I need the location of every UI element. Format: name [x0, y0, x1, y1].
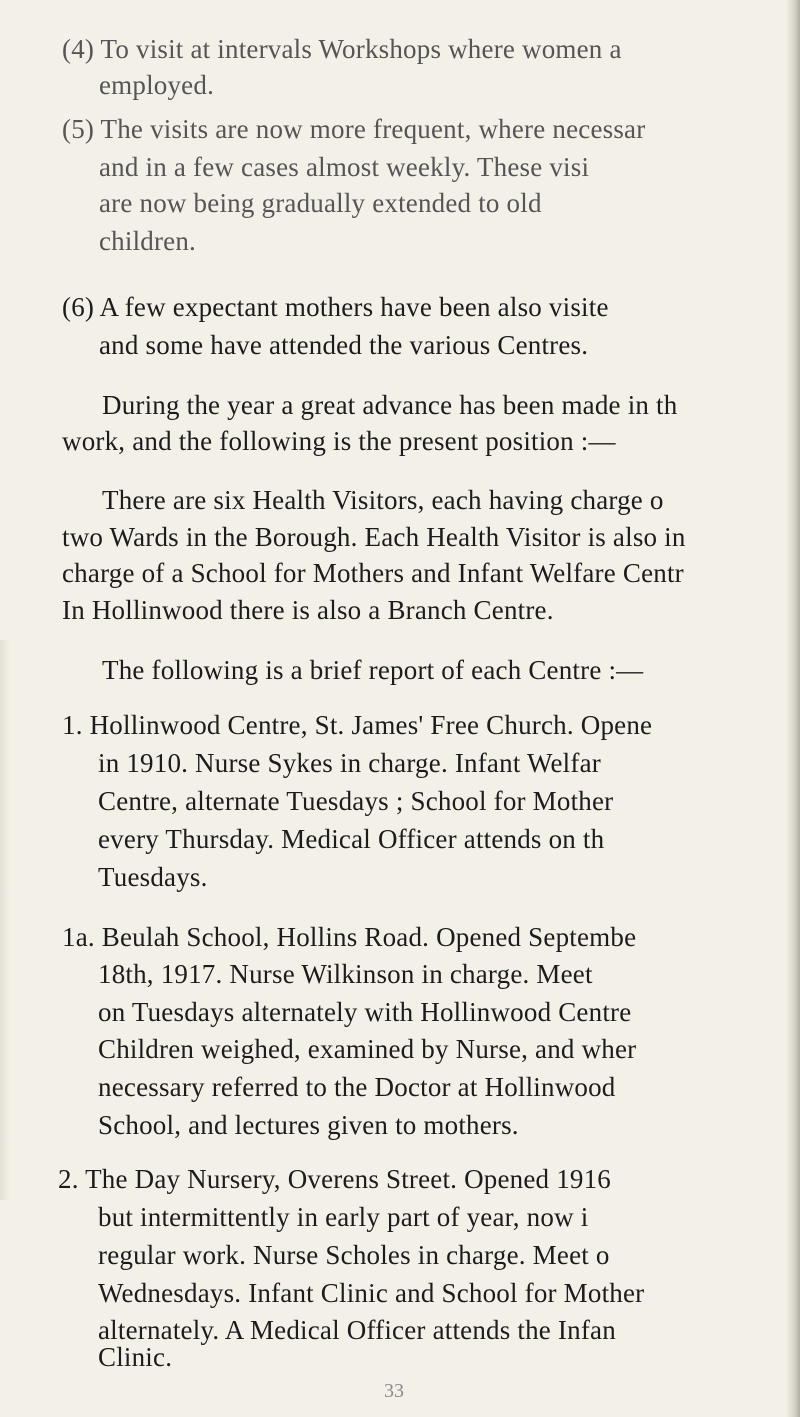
item-4-line-2: employed.	[99, 70, 215, 100]
centre-1a-line-5: necessary referred to the Doctor at Hollinwood	[98, 1072, 616, 1102]
paragraph-2-line-3: charge of a School for Mothers and Infant Welfare Centr	[62, 558, 684, 588]
centre-1-line-3: Centre, alternate Tuesdays ; School for Mother	[98, 786, 614, 816]
centre-1-line-2: in 1910. Nurse Sykes in charge. Infant Welfar	[98, 748, 601, 778]
centre-1-line-5: Tuesdays.	[98, 862, 208, 892]
item-4-line-1: (4) To visit at intervals Workshops where women a	[62, 34, 622, 64]
page-gutter-shadow	[786, 0, 800, 1417]
paragraph-1-line-2: work, and the following is the present position :—	[62, 426, 616, 456]
item-5-line-1: (5) The visits are now more frequent, where necessar	[62, 114, 646, 144]
paragraph-2-line-2: two Wards in the Borough. Each Health Visitor is also in	[62, 522, 686, 552]
page-number: 33	[384, 1380, 404, 1402]
item-6-line-1: (6) A few expectant mothers have been also visite	[62, 292, 609, 322]
page-edge-shading	[0, 640, 10, 1200]
centre-2-line-5: alternately. A Medical Officer attends the Infan	[98, 1315, 616, 1345]
centre-2-line-1: 2. The Day Nursery, Overens Street. Opened 1916	[58, 1164, 611, 1194]
centre-2-line-3: regular work. Nurse Scholes in charge. Meet o	[98, 1240, 610, 1270]
item-5-line-2: and in a few cases almost weekly. These visi	[99, 152, 590, 182]
centre-2-line-2: but intermittently in early part of year, now i	[98, 1202, 589, 1232]
centre-1a-line-1: 1a. Beulah School, Hollins Road. Opened Septembe	[62, 922, 637, 952]
centre-1-line-4: every Thursday. Medical Officer attends on th	[98, 824, 605, 854]
item-5-line-4: children.	[99, 226, 197, 256]
centre-1a-line-6: School, and lectures given to mothers.	[98, 1110, 519, 1140]
centre-2-line-4: Wednesdays. Infant Clinic and School for Mother	[98, 1278, 645, 1308]
paragraph-1-line-1: During the year a great advance has been made in th	[102, 390, 678, 420]
centre-1-line-1: 1. Hollinwood Centre, St. James' Free Church. Opene	[62, 710, 653, 740]
paragraph-2-line-4: In Hollinwood there is also a Branch Centre.	[62, 595, 554, 625]
paragraph-2-line-1: There are six Health Visitors, each having charge o	[102, 485, 664, 515]
centre-1a-line-4: Children weighed, examined by Nurse, and wher	[98, 1034, 637, 1064]
centre-1a-line-3: on Tuesdays alternately with Hollinwood Centre	[98, 997, 632, 1027]
centre-1a-line-2: 18th, 1917. Nurse Wilkinson in charge. Meet	[98, 959, 593, 989]
centre-2-line-6: Clinic.	[98, 1342, 173, 1372]
item-6-line-2: and some have attended the various Centres.	[99, 330, 589, 360]
paragraph-3-line-1: The following is a brief report of each Centre :—	[102, 655, 644, 685]
item-5-line-3: are now being gradually extended to old	[99, 188, 542, 218]
